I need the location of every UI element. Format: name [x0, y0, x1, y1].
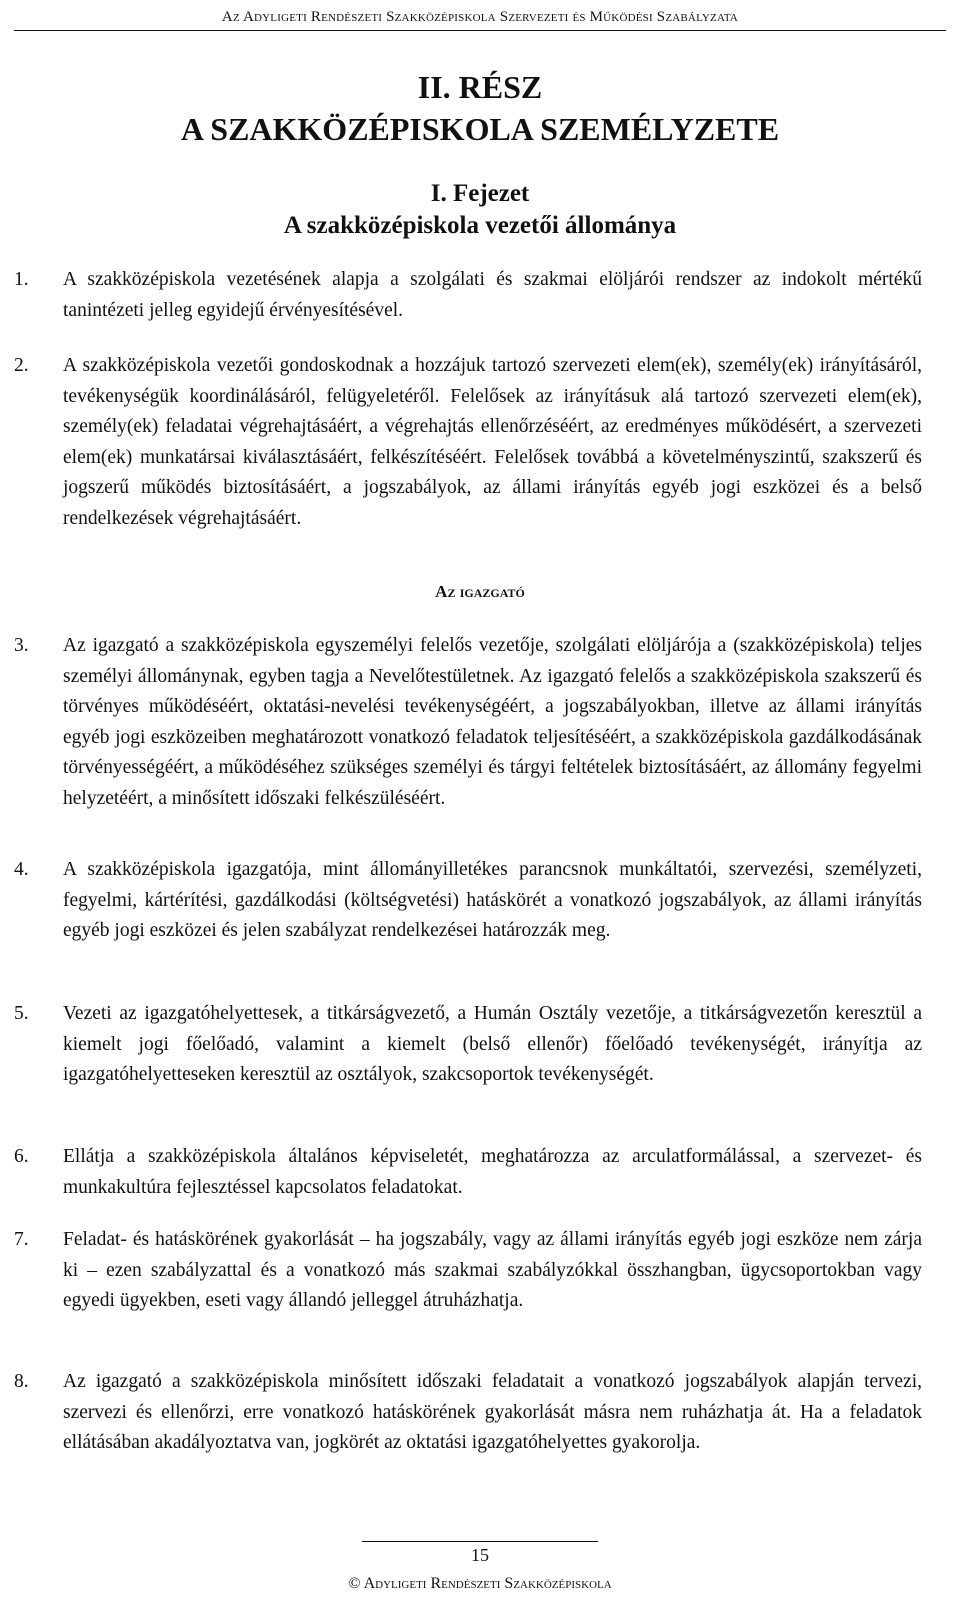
chapter-number: I. Fejezet	[430, 180, 530, 207]
page-number: 15	[471, 1545, 489, 1565]
paragraph-text: Ellátja a szakközépiskola általános képviseletét, meghatározza az arculatformálással, a szervezet- és munkakultúra fejlesztéssel kapcsolatos feladatokat.	[63, 1146, 922, 1198]
paragraph-8	[14, 1367, 922, 1459]
paragraph-5	[14, 999, 922, 1091]
part-number: II. RÉSZ	[417, 69, 543, 105]
paragraph-6	[14, 1142, 922, 1203]
part-title	[0, 66, 960, 150]
running-header: Az Adyligeti Rendészeti Szakközépiskola Szervezeti és Működési Szabályzata	[14, 4, 946, 31]
paragraph-text: A szakközépiskola vezetői gondoskodnak a hozzájuk tartozó szervezeti elem(ek), személy(ek) irányításáról, tevékenységük koordinálásáról, felügyeletéről. Felelősek az irányításuk alá tartozó szervezeti elem(ek), személy(ek) feladatai végrehajtásáért, a végrehajtás ellenőrzéséért, az eredményes működésért, a szervezeti elem(ek) munkatársai kiválasztásáért, felkészítéséért. Felelősek továbbá a követelményszintű, szakszerű és jogszerű működés biztosításáért, a jogszabályok, az állami irányítás egyéb jogi eszközei és a belső rendelkezések végrehajtásáért.	[63, 355, 922, 529]
paragraph-number: 1.	[14, 269, 29, 290]
paragraph-number: 7.	[14, 1229, 29, 1250]
footer-copyright: © Adyligeti Rendészeti Szakközépiskola	[348, 1575, 612, 1592]
paragraph-number: 4.	[14, 859, 29, 880]
paragraph-number: 8.	[14, 1371, 29, 1392]
paragraph-4	[14, 855, 922, 947]
paragraph-text: A szakközépiskola vezetésének alapja a szolgálati és szakmai elöljárói rendszer az indokolt mértékű tanintézeti jelleg egyidejű érvényesítésével.	[63, 269, 922, 321]
paragraph-number: 5.	[14, 1003, 29, 1024]
paragraph-number: 2.	[14, 355, 29, 376]
paragraph-number: 3.	[14, 635, 29, 656]
paragraph-text: Az igazgató a szakközépiskola egyszemélyi felelős vezetője, szolgálati elöljárója a (szakközépiskola) teljes személyi állománynak, egyben tagja a Nevelőtestületnek. Az igazgató felelős a szakközépiskola szakszerű és törvényes működéséért, oktatási-nevelési tevékenységéért, a jogszabályokban, illetve az állami irányítás egyéb jogi eszközeiben meghatározott vonatkozó feladatok teljesítéséért, a szakközépiskola gazdálkodásának törvényességéért, a működéséhez szükséges személyi és tárgyi feltételek biztosításáért, az állomány fegyelmi helyzetéért, a minősített időszaki felkészüléséért.	[63, 635, 922, 809]
chapter-name: A szakközépiskola vezetői állománya	[283, 212, 677, 239]
chapter-title	[0, 178, 960, 242]
paragraph-1	[14, 265, 922, 326]
paragraph-text: Vezeti az igazgatóhelyettesek, a titkárságvezető, a Humán Osztály vezetője, a titkárságvezetőn keresztül a kiemelt jogi főelőadó, valamint a kiemelt (belső ellenőr) főelőadó tevékenységét, irányítja az igazgatóhelyetteseken keresztül az osztályok, szakcsoportok tevékenységét.	[63, 1003, 922, 1085]
paragraph-text: Feladat- és hatáskörének gyakorlását – ha jogszabály, vagy az állami irányítás egyéb jogi eszköze nem zárja ki – ezen szabályzattal és a vonatkozó más szakmai szabályzókkal összhangban, ügycsoportokban vagy egyedi ügyekben, eseti vagy állandó jelleggel átruházhatja.	[63, 1229, 922, 1311]
paragraph-text: Az igazgató a szakközépiskola minősített időszaki feladatait a vonatkozó jogszabályok alapján tervezi, szervezi és ellenőrzi, erre vonatkozó hatáskörének gyakorlását másra nem ruházhatja át. Ha a feladatok ellátásában akadályoztatva van, jogkörét az oktatási igazgatóhelyettes gyakorolja.	[63, 1371, 922, 1453]
paragraph-text: A szakközépiskola igazgatója, mint állományilletékes parancsnok munkáltatói, szervezési, személyzeti, fegyelmi, kártérítési, gazdálkodási (költségvetési) hatáskörét a vonatkozó jogszabályok, az állami irányítás egyéb jogi eszközei és jelen szabályzat rendelkezései határozzák meg.	[63, 859, 922, 941]
paragraph-7	[14, 1225, 922, 1317]
section-heading: Az igazgató	[435, 582, 525, 601]
part-name: A SZAKKÖZÉPISKOLA SZEMÉLYZETE	[180, 111, 780, 147]
paragraph-2	[14, 351, 922, 534]
paragraph-number: 6.	[14, 1146, 29, 1167]
paragraph-3	[14, 631, 922, 814]
